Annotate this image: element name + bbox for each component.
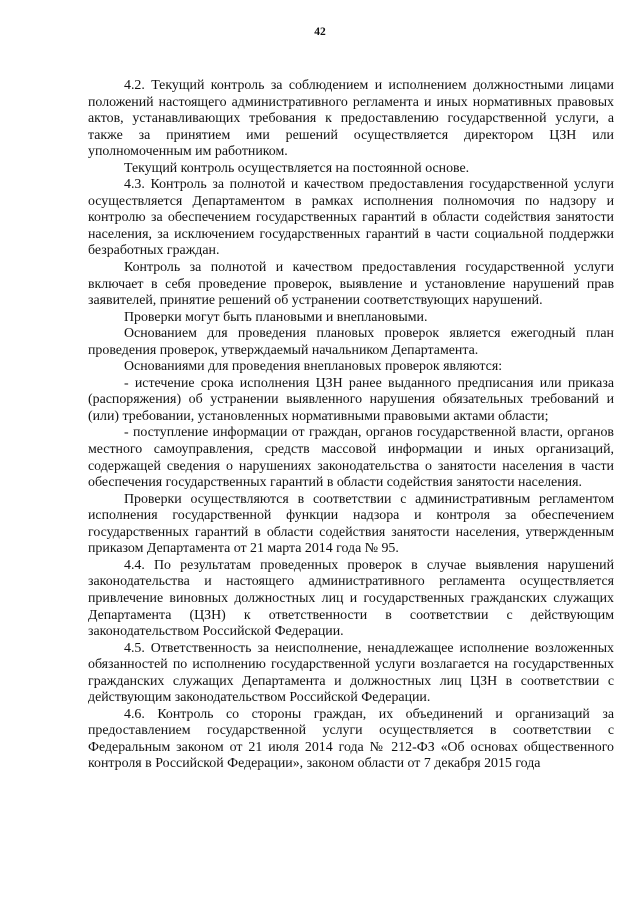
paragraph-4-5: 4.5. Ответственность за неисполнение, ненадлежащее исполнение возложенных обязанностей по исполнению государственной услуги возлагается на государственных гражданских служащих Департамента и должностных лиц ЦЗН в соответствии с действующим законодательством Российской Федерации. xyxy=(88,640,614,706)
paragraph-4-6: 4.6. Контроль со стороны граждан, их объединений и организаций за предоставлением государственной услуги осуществляется в соответствии с Федеральным законом от 21 июля 2014 года № 212-ФЗ «Об основах общественного контроля в Российской Федерации», законом области от 7 декабря 2015 года xyxy=(88,706,614,772)
paragraph-current-control-basis: Текущий контроль осуществляется на постоянной основе. xyxy=(124,160,470,176)
paragraph-planned-inspections: Основанием для проведения плановых проверок является ежегодный план проведения проверок, утверждаемый начальником Департамента. xyxy=(88,326,614,358)
paragraph-4-3: 4.3. Контроль за полнотой и качеством предоставления государственной услуги осуществляется Департаментом в рамках исполнения полномочия по надзору и контролю за обеспечением государственных гарантий в области содействия занятости населения, за исключением государственных гарантий в части социальной поддержки безработных граждан. xyxy=(88,177,614,259)
document-body xyxy=(88,78,614,773)
paragraph-unplanned-grounds: Основаниями для проведения внеплановых проверок являются: xyxy=(124,359,503,375)
paragraph-4-2: 4.2. Текущий контроль за соблюдением и исполнением должностными лицами положений настоящего административного регламента и иных нормативных правовых актов, устанавливающих требования к предоставлению государственной услуги, а также за принятием ими решений осуществляется директором ЦЗН или уполномоченным им работником. xyxy=(88,78,614,160)
paragraph-control-contents: Контроль за полнотой и качеством предоставления государственной услуги включает в себя проведение проверок, выявление и установление нарушений прав заявителей, принятие решений об устранении соответствующих нарушений. xyxy=(88,260,614,309)
page-number: 42 xyxy=(314,26,326,38)
paragraph-inspection-regulation: Проверки осуществляются в соответствии с административным регламентом исполнения государственной функции надзора и контроля за обеспечением государственных гарантий в области содействия занятости населения, утвержденным приказом Департамента от 21 марта 2014 года № 95. xyxy=(88,491,614,557)
list-item-information-received: - поступление информации от граждан, органов государственной власти, органов местного самоуправления, средств массовой информации и иных организаций, содержащей сведения о нарушениях законодательства о занятости населения в части обеспечения государственных гарантий в области содействия занятости населения. xyxy=(88,425,614,491)
paragraph-4-4: 4.4. По результатам проведенных проверок в случае выявления нарушений законодательства и настоящего административного регламента осуществляется привлечение виновных должностных лиц и государственных гражданских служащих Департамента (ЦЗН) к ответственности в соответствии с действующим законодательством Российской Федерации. xyxy=(88,557,614,640)
paragraph-inspection-types: Проверки могут быть плановыми и внеплановыми. xyxy=(124,309,428,325)
list-item-deadline-expiry: - истечение срока исполнения ЦЗН ранее выданного предписания или приказа (распоряжения) об устранении выявленного нарушения обязательных требований и (или) требовании, установленных нормативными правовыми актами области; xyxy=(88,375,614,424)
